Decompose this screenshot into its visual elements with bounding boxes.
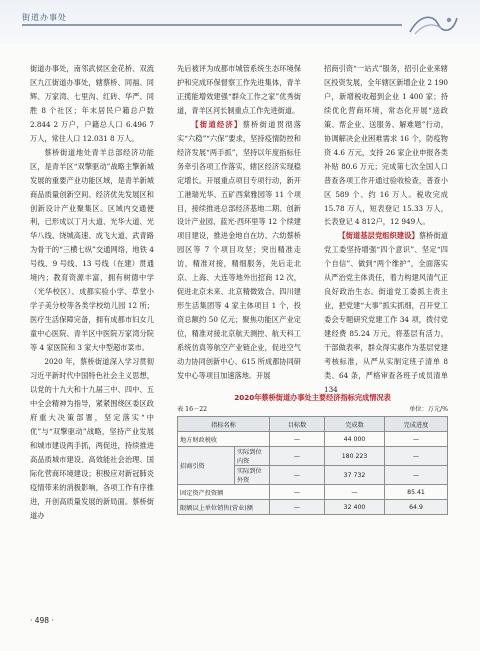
table-cell: 180 223 xyxy=(325,447,385,466)
table-row xyxy=(178,485,448,500)
running-header-title: 街道办事处 xyxy=(22,13,67,22)
table-cell: — xyxy=(325,485,385,500)
party-section-text: 蔡桥街道党工委坚持增强“四个意识”、坚定“四个自信”、做到“两个维护”，全面落实从严治党主体责任，着力构建风清气正良好政治生态。街道党工委抓主责主业，把党建“大事”抓实抓细，召开党工委会专题研究党建工作 34 项，拨付党建经费 85.24 万元，将基层有活力，干部做表率，群众得实惠作为基层党建考核标准，从严从实制定班子清单 8 类、64 条，严格审查各班子成员清单 134 xyxy=(324,231,448,394)
body-paragraph: 2020 年，蔡桥街道深入学习贯彻习近平新时代中国特色社会主义思想，以党的十九大和十九届三中、四中、五中全会精神为指导，紧紧围绕区委区政府重大决策部署，坚定落实“中优”与“双擎驱动”战略，坚持产业发展和城市建设两手抓，两促进，持续推进高品质城市建设、高效能社会治理、国际化营商环境建设；积极应对新冠肺炎疫情带来的消极影响，各项工作有序推进，开创高质量发展的新局面。蔡桥街道办 xyxy=(30,357,154,520)
table-header-row xyxy=(178,417,448,432)
table-cell: 44 000 xyxy=(325,432,385,447)
table-meta xyxy=(177,404,448,416)
body-paragraph: 先后被评为成都市城管系统生态环境保护和完成环保督察工作先进集体，青羊正揽能增效建强“群众工作之家”优秀街道，青羊区河长制重点工作先进街道。 xyxy=(177,64,301,115)
table-cell: — xyxy=(270,485,325,500)
body-paragraph: 招商引资“一站式”服务，招引企业来辖区投资发展，全年辖区新增企业 2 190 户，新增税收超到企业 1 400 家；持续优化营商环境，常态化开展“送政策、帮企业、送服务、解难题”行动，协调解决企业困难需求 16 个，防疫物资 4.6 万元，支持 26 家企业申报各类补贴 80.6 万元；完成第七次全国人口普查各项工作开通过验收检查，普查小区 589 个、约 16 万人。税收完成 15.78 万人，短表登记 15.33 万人，长表登记 4 812户，12 949人。 xyxy=(324,64,448,227)
economy-section xyxy=(177,118,301,383)
table-cell: — xyxy=(385,447,448,466)
table-row xyxy=(178,500,448,515)
table-group-cell: 招商引资 xyxy=(178,447,235,485)
table-unit: 单位：万元/% xyxy=(409,406,448,413)
table-header-cell: 完成数 xyxy=(325,417,385,432)
table-cell: 85.41 xyxy=(385,485,448,500)
table-header-cell: 目标数 xyxy=(270,417,325,432)
table-number: 表 16－22 xyxy=(177,406,208,413)
party-section-heading: 【街道基层党组织建设】 xyxy=(338,231,419,241)
body-paragraph: 蔡桥街道地处青羊总部经济功能区，是青羊区“双擎驱动”战略主擎新城发展的重要产业功能区域，是青羊新城商品质量创新空间、经济优先发展区和创新设计产业聚集区。区域内交通便利，已形成以丁月大道、光华大道、光华八线、饶城高速、成飞大道、武青路为骨干的“三横七纵”交通网络，地铁 4 号线、9 号线、13 号线（在建）贯通境内；教育资源丰富，拥有树德中学（光华校区）、成都实验小学、草堂小学子美分校等各类学校幼儿园 12 所；医疗生活保障完备，拥有成都市妇女儿童中心医院、青羊区中医院万家湾分院等 4 家医院和 3 家大中型超市菜市。 xyxy=(30,147,154,353)
header-ornament-icon xyxy=(405,10,460,38)
text-column-1 xyxy=(30,62,154,608)
header-rule xyxy=(22,24,402,26)
table-row xyxy=(178,447,448,466)
table-cell: 固定资产投资额 xyxy=(178,485,270,500)
table-title: 2020年蔡桥街道办事处主要经济指标完成情况表 xyxy=(234,393,391,402)
body-paragraph: 街道办事处，南邻武侯区金花桥、双流区九江街道办事处，辖蔡桥、同福、同辉、万家湾、七里沟、红砖、华严、同胜 8 个社区；年末居民户籍总户数 2.844 2 万户，户籍总人口 6.496 7 万人，常住人口 12.031 8 万人。 xyxy=(30,64,154,143)
table-header-cell: 指标名称 xyxy=(178,417,270,432)
table-cell: 限额以上单位销售(营业)额 xyxy=(178,500,270,515)
table-cell: 32 400 xyxy=(325,500,385,515)
table-cell: — xyxy=(270,500,325,515)
text-column-3 xyxy=(324,62,448,394)
page-header xyxy=(0,0,480,44)
table-cell: 37 732 xyxy=(325,466,385,485)
page-number: · 498 · xyxy=(30,616,54,625)
economy-section-text: 蔡桥街道贯彻落实“六稳”“六保”要求，坚持疫情防控和经济发展“两手抓”，坚持以年度指标任务牵引各项工作落实，辖区经济实现稳定增长。开展重点项目专项行动，新开工港瑞光华、五矿西棠雅园等 11 个项目，接续推进总部经济基地二期、创新设计产业园、蓝光·西环里等 12 个续建项目建设，推进金地自在坊、六幼蔡桥园区等 7 个项目攻坚；突出精准走访，精准对接，精细服务，先后走北京、上海、大连等地外出招商 12 次，促进北京未来、北京精微致合、四川建形生活集团等 4 家主体项目 1 个，投资总额约 50 亿元；聚焦功能区产业定位，精准对接北京航天测控、航天科工系统仿真等航空产业链企业，促进空气动力协同创新中心、615 所成都协同研发中心等项目加速落地。开展 xyxy=(177,119,301,380)
economic-indicators-table xyxy=(177,416,448,515)
party-section xyxy=(324,229,448,396)
table-cell: — xyxy=(270,466,325,485)
economic-indicators-table-block xyxy=(177,392,448,515)
table-cell: — xyxy=(385,466,448,485)
table-cell: 实际到位外资 xyxy=(235,466,270,485)
table-cell: — xyxy=(270,447,325,466)
table-header-cell: 完成进度 xyxy=(385,417,448,432)
table-cell: — xyxy=(270,432,325,447)
table-cell: 实际到位内资 xyxy=(235,447,270,466)
text-column-2 xyxy=(177,62,301,383)
table-cell: 地方财政税收 xyxy=(178,432,270,447)
economy-section-heading: 【街道经济】 xyxy=(191,119,243,129)
table-row xyxy=(178,432,448,447)
table-cell: 64.9 xyxy=(385,500,448,515)
table-cell: — xyxy=(385,432,448,447)
